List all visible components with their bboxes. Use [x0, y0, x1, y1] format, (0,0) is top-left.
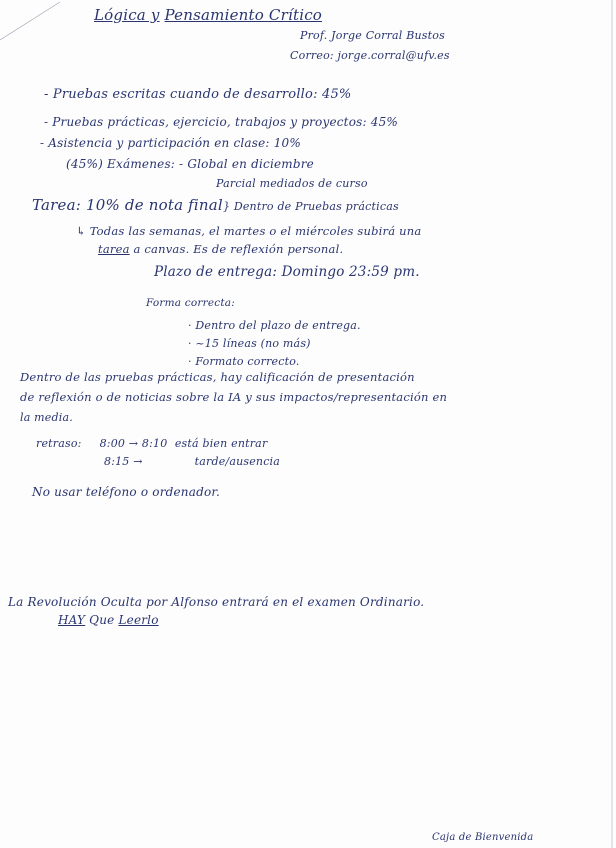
- retraso-note-1: está bien entrar: [174, 437, 268, 450]
- tarea-line-1: [76, 226, 421, 238]
- eval-line-3: - Asistencia y participación en clase: 10%: [40, 136, 301, 150]
- no-usar-note: No usar teléfono o ordenador.: [32, 485, 221, 499]
- retraso-line-2: [104, 456, 280, 467]
- dentro-line-3: la media.: [20, 411, 73, 424]
- forma-item-1: · Dentro del plazo de entrega.: [188, 319, 361, 332]
- eval-line-1: - Pruebas escritas cuando de desarrollo: 45%: [44, 87, 352, 102]
- title-pensamiento: Pensamiento Crítico: [164, 6, 323, 24]
- professor-name: Prof. Jorge Corral Bustos: [300, 29, 445, 42]
- eval-line-5: Parcial mediados de curso: [216, 177, 368, 190]
- retraso-label: retraso:: [36, 437, 82, 450]
- forma-heading: Forma correcta:: [146, 297, 235, 309]
- footer-note: Caja de Bienvenida: [432, 832, 534, 843]
- tarea-line-1-text: Todas las semanas, el martes o el miércoles subirá una: [89, 224, 422, 238]
- plazo-entrega: Plazo de entrega: Domingo 23:59 pm.: [154, 264, 420, 280]
- dentro-line-2: de reflexión o de noticias sobre la IA y sus impactos/representación en: [20, 390, 448, 404]
- forma-item-3: · Formato correcto.: [188, 355, 300, 368]
- tarea-word-underlined: tarea: [98, 242, 130, 256]
- tarea-line-2: [98, 244, 343, 256]
- retraso-note-2: tarde/ausencia: [194, 455, 281, 468]
- que-word: Que: [85, 613, 119, 627]
- arrow-icon: ↳: [76, 224, 90, 238]
- tarea-heading-main: Tarea: 10% de nota final: [32, 196, 223, 214]
- professor-email: Correo: jorge.corral@ufv.es: [290, 49, 450, 62]
- forma-item-2: · ~15 líneas (no más): [188, 337, 311, 350]
- page-title: [94, 8, 322, 23]
- title-logica: Lógica y: [94, 6, 160, 24]
- tarea-heading: [32, 198, 399, 213]
- hay-word: HAY: [58, 613, 86, 627]
- tarea-line-2-text: a canvas. Es de reflexión personal.: [129, 242, 344, 256]
- leerlo-word: Leerlo: [118, 613, 159, 627]
- retraso-time-1: 8:00 → 8:10: [99, 437, 168, 450]
- tarea-heading-note: } Dentro de Pruebas prácticas: [222, 200, 399, 213]
- retraso-line-1: [36, 438, 267, 449]
- eval-line-4: (45%) Exámenes: - Global en diciembre: [66, 157, 314, 171]
- dentro-line-1: Dentro de las pruebas prácticas, hay calificación de presentación: [20, 370, 415, 384]
- hay-que-leerlo: [58, 614, 159, 626]
- revolucion-note: La Revolución Oculta por Alfonso entrará en el examen Ordinario.: [8, 595, 425, 609]
- retraso-time-2: 8:15 →: [104, 455, 143, 468]
- eval-line-2: - Pruebas prácticas, ejercicio, trabajos y proyectos: 45%: [44, 115, 399, 129]
